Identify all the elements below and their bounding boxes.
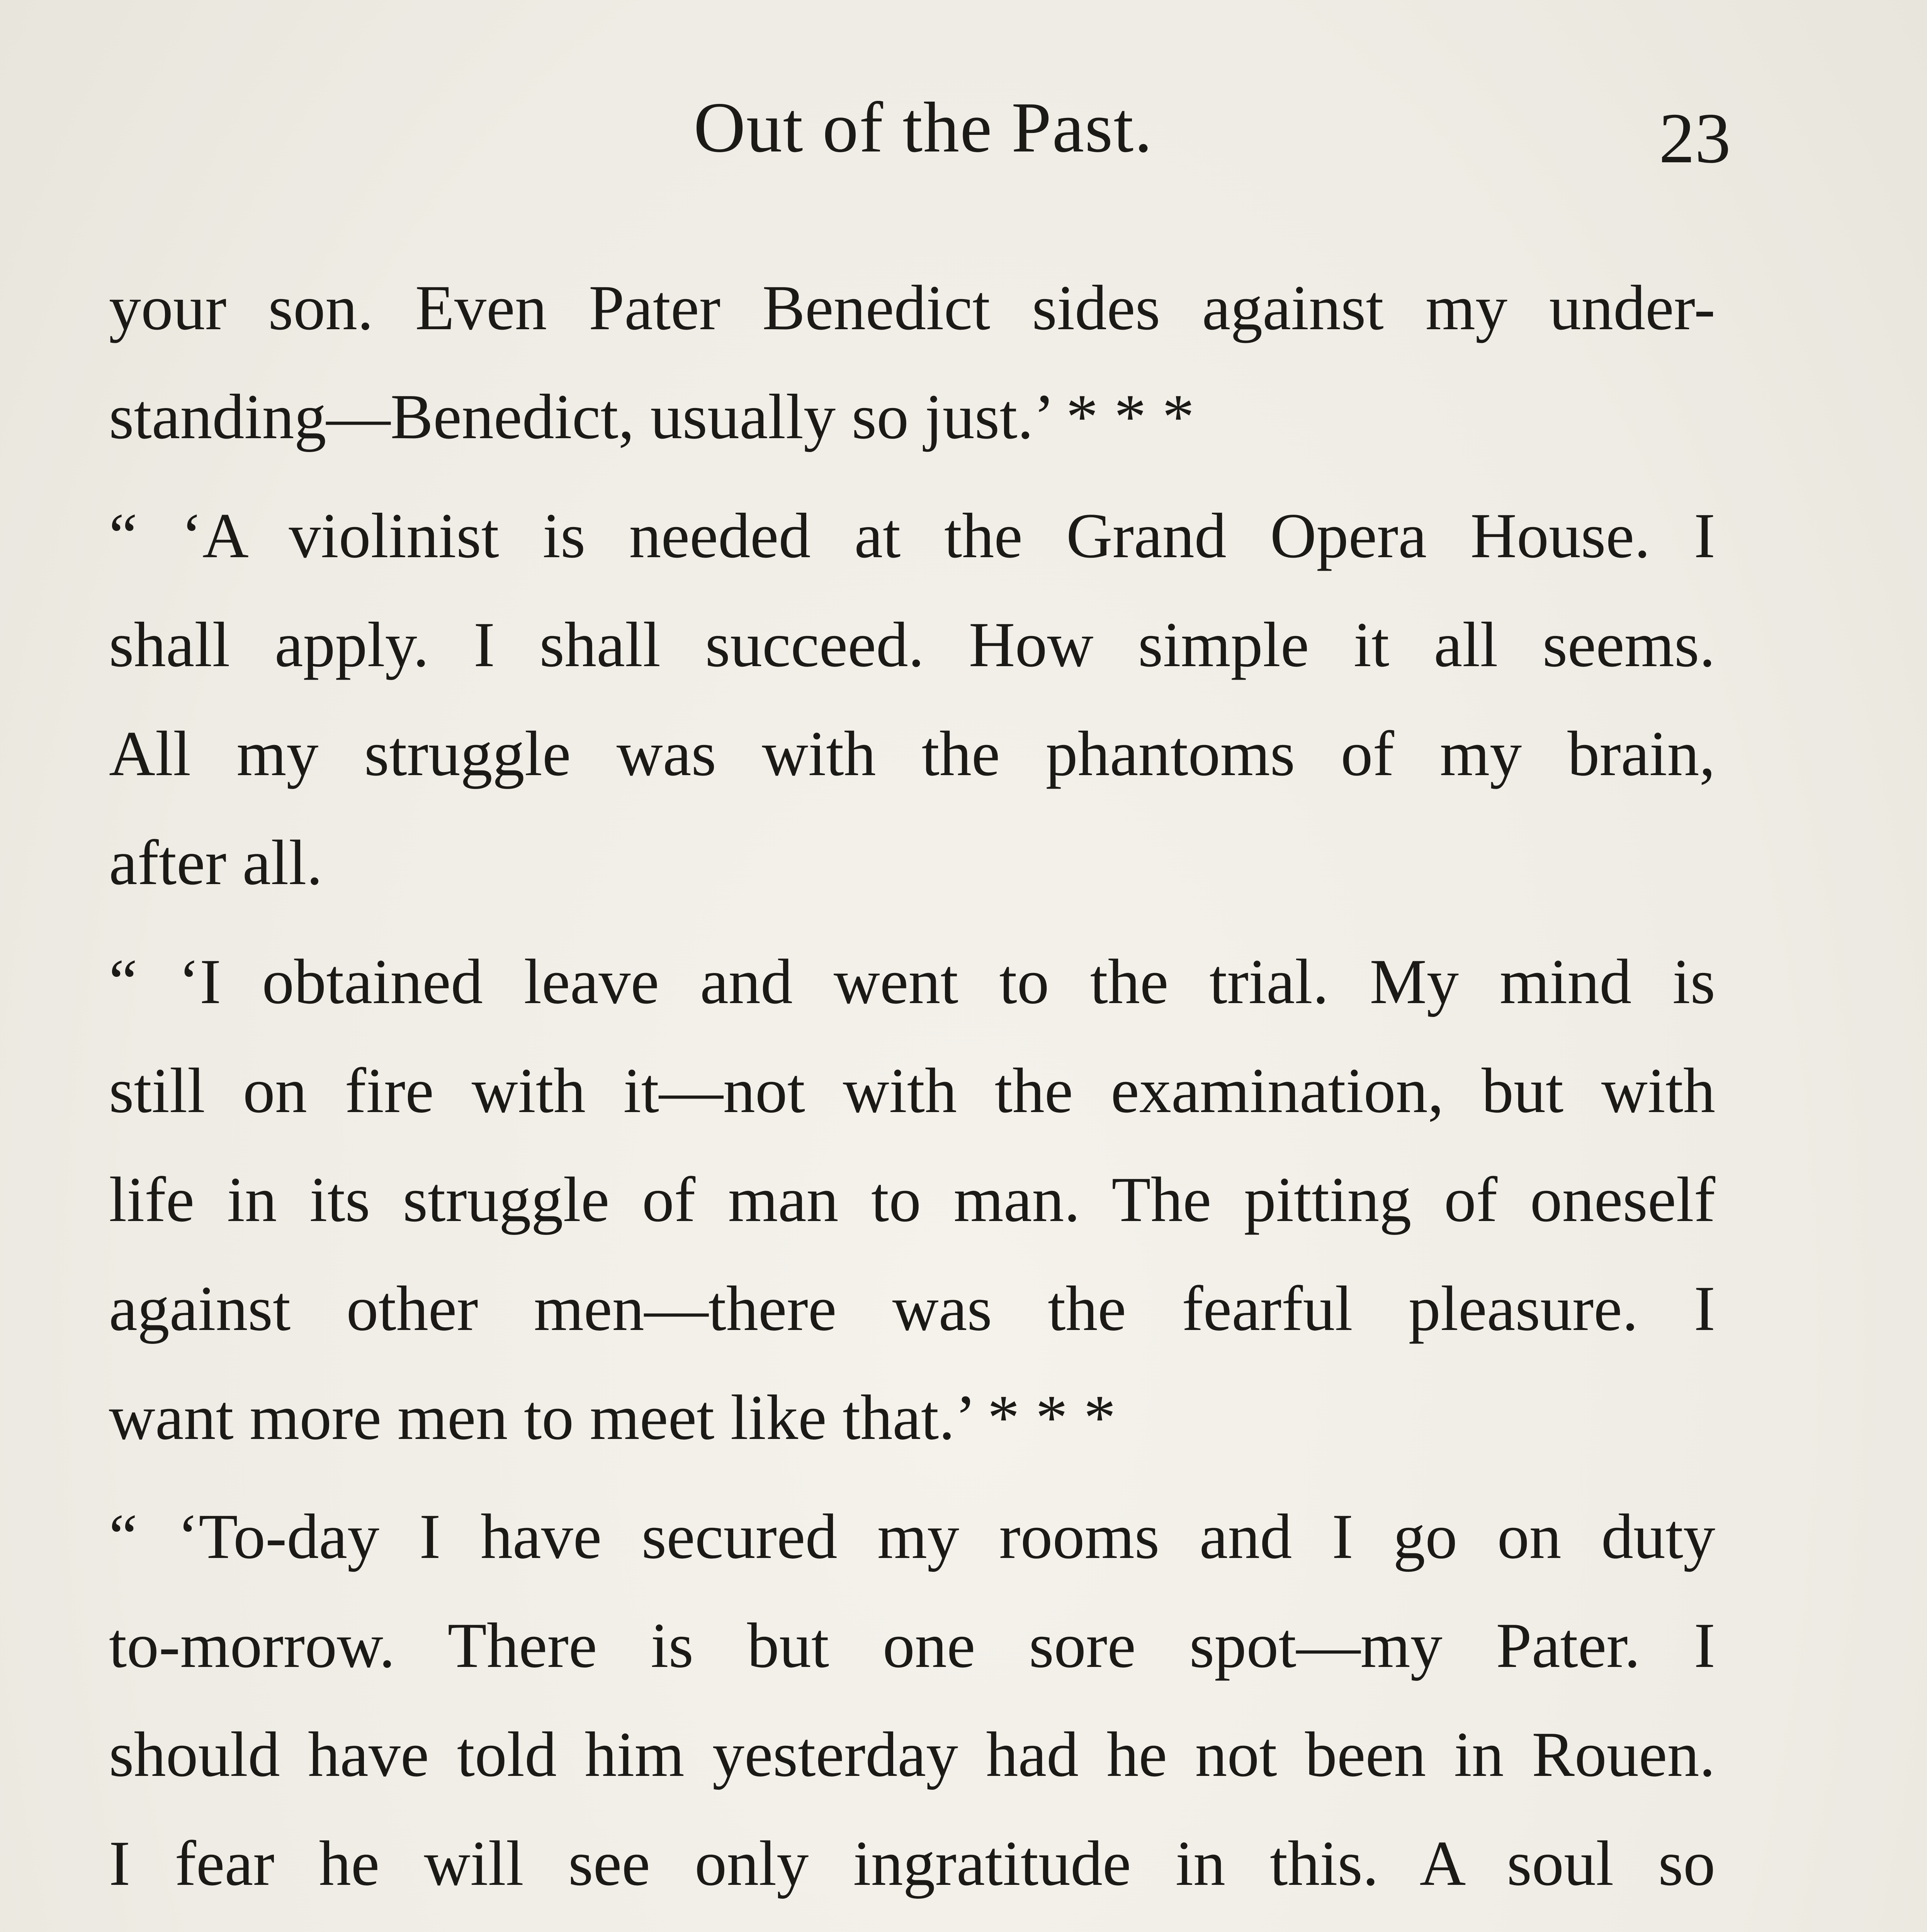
text-line: “ ‘To-day I have secured my rooms and I go on duty [109,1501,1715,1572]
text-line: All my struggle was with the phantoms of my brain, [109,718,1715,789]
body-text [109,253,1715,1932]
running-head [0,83,1927,178]
text-line [109,1918,1715,1932]
text-line: should have told him yesterday had he not been in Rouen. [109,1719,1715,1790]
text-line: “ ‘A violinist is needed at the Grand Opera House. I [109,500,1715,571]
text-line: standing—Benedict, usually so just.’ * * * [109,381,1195,452]
text-line: life in its struggle of man to man. The pitting of oneself [109,1164,1715,1235]
running-title: Out of the Past. [693,88,1153,167]
text-line: against other men––there was the fearful pleasure. I [109,1273,1715,1344]
text-line: shall apply. I shall succeed. How simple it all seems. [109,609,1715,680]
page-number: 23 [1659,99,1731,178]
text-line: “ ‘I obtained leave and went to the trial. My mind is [109,946,1715,1017]
text-line: to-morrow. There is but one sore spot—my Pater. I [109,1610,1715,1681]
text-line: your son. Even Pater Benedict sides against my under- [109,272,1715,343]
text-line: after all. [109,827,323,898]
text-line: want more men to meet like that.’ * * * [109,1382,1116,1453]
text-line: I fear he will see only ingratitude in this. A soul so [109,1828,1715,1899]
text-line: still on fire with it—not with the examination, but with [109,1055,1715,1126]
